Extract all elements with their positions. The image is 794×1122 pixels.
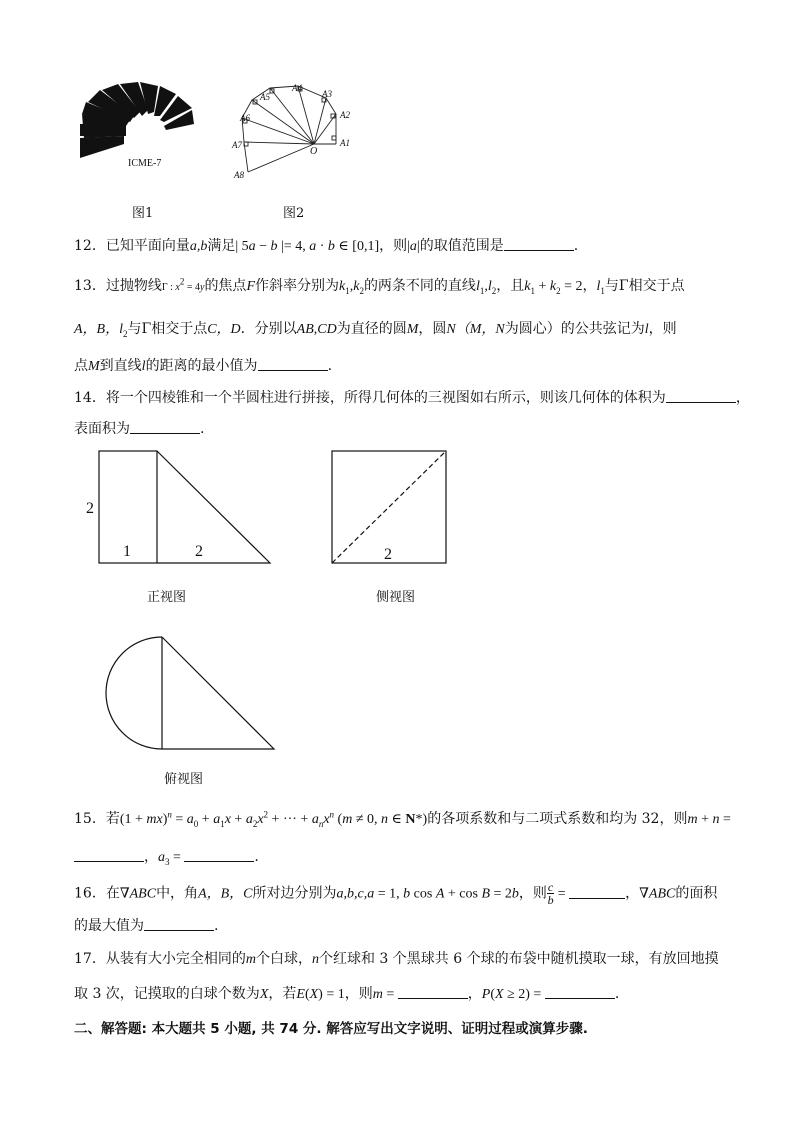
answer-blank-12[interactable] [504, 238, 574, 251]
logo-piece-3 [80, 136, 124, 158]
front-width-label-2: 2 [195, 543, 203, 560]
label-a3: A3 [322, 89, 332, 99]
question-16-line-1: 16．在∇ABC中，角A，B，C所对边分别为a,b,c,a = 1, b cos A + cos B = 2b，则 $\frac{c}{b}$ = ，∇ABC的面积 [74, 880, 718, 907]
fig1-logo-text: ICME-7 [128, 158, 162, 169]
question-17-line-1: 17．从装有大小完全相同的m个白球，n个红球和 3 个黑球共 6 个球的布袋中随机摸取一球，有放回地摸 [74, 951, 719, 967]
question-14-line-1: 14．将一个四棱锥和一个半圆柱进行拼接，所得几何体的三视图如右所示，则该几何体的体积为 ， [74, 390, 750, 406]
question-17-line-2: 取 3 次，记摸取的白球个数为X，若E(X) = 1，则m = ，P(X ≥ 2) = . [74, 986, 620, 1002]
question-14-line-2: 表面积为 . [74, 421, 205, 437]
answer-blank-14a[interactable] [666, 390, 736, 403]
question-13-line-2: A，B，$l_2$与Γ相交于点C，D．分别以AB,CD为直径的圆M，圆N（M，N为圆心）的公共弦记为l，则 [74, 321, 677, 339]
answer-blank-14b[interactable] [130, 421, 200, 434]
answer-blank-17b[interactable] [545, 986, 615, 999]
label-a1: A1 [340, 138, 350, 148]
label-a5: A5 [260, 92, 270, 102]
fig2-caption: 图2 [283, 206, 305, 221]
label-o: O [310, 146, 318, 157]
front-view-caption: 正视图 [147, 590, 187, 605]
label-a8: A8 [234, 170, 244, 180]
answer-blank-13[interactable] [258, 358, 328, 371]
answer-blank-15a[interactable] [74, 849, 144, 862]
label-a2: A2 [340, 110, 350, 120]
answer-blank-16b[interactable] [144, 918, 214, 931]
label-a7: A7 [232, 140, 242, 150]
question-12: 12．已知平面向量a,b满足| 5a − b |= 4, a · b ∈ [0,1]，则|a|的取值范围是 . [74, 238, 579, 254]
front-height-label: 2 [86, 500, 94, 517]
fig1-caption: 图1 [132, 206, 154, 221]
question-16-line-2: 的最大值为 . [74, 918, 219, 934]
spiral-figure [226, 80, 366, 185]
icme-logo-figure [76, 80, 200, 170]
front-width-label-1: 1 [123, 543, 131, 560]
section-2-heading: 二、解答题: 本大题共 5 小题, 共 74 分. 解答应写出文字说明、证明过程或演算步骤. [74, 1021, 588, 1037]
top-view-diagram [104, 634, 280, 754]
answer-blank-17a[interactable] [398, 986, 468, 999]
label-a4: A4 [292, 83, 302, 93]
side-width-label: 2 [384, 546, 392, 563]
side-view-caption: 侧视图 [376, 590, 416, 605]
question-13-line-3: 点M到直线l的距离的最小值为 . [74, 358, 333, 374]
answer-blank-16a[interactable] [569, 886, 625, 899]
question-13-line-1: 13．过抛物线Γ : $x^2 = 4y$的焦点F作斜率分别为$k_1,k_2$的两条不同的直线$l_1,l_2$，且$k_1 + k_2 = 2$，$l_1$与Γ相交于点 [74, 276, 685, 296]
top-view-caption: 俯视图 [164, 772, 204, 787]
label-a6: A6 [240, 113, 250, 123]
question-15-line-2: ，$a_3$ = . [74, 846, 259, 867]
question-15-line-1: 15．若$(1 + mx)^n = a_0 + a_1x + a_2x^2$ + ··· + $a_nx^n$ (m ≠ 0, n ∈ N*)的各项系数和与二项式系数和均为 32，则m + n = [74, 809, 731, 829]
answer-blank-15b[interactable] [184, 849, 254, 862]
